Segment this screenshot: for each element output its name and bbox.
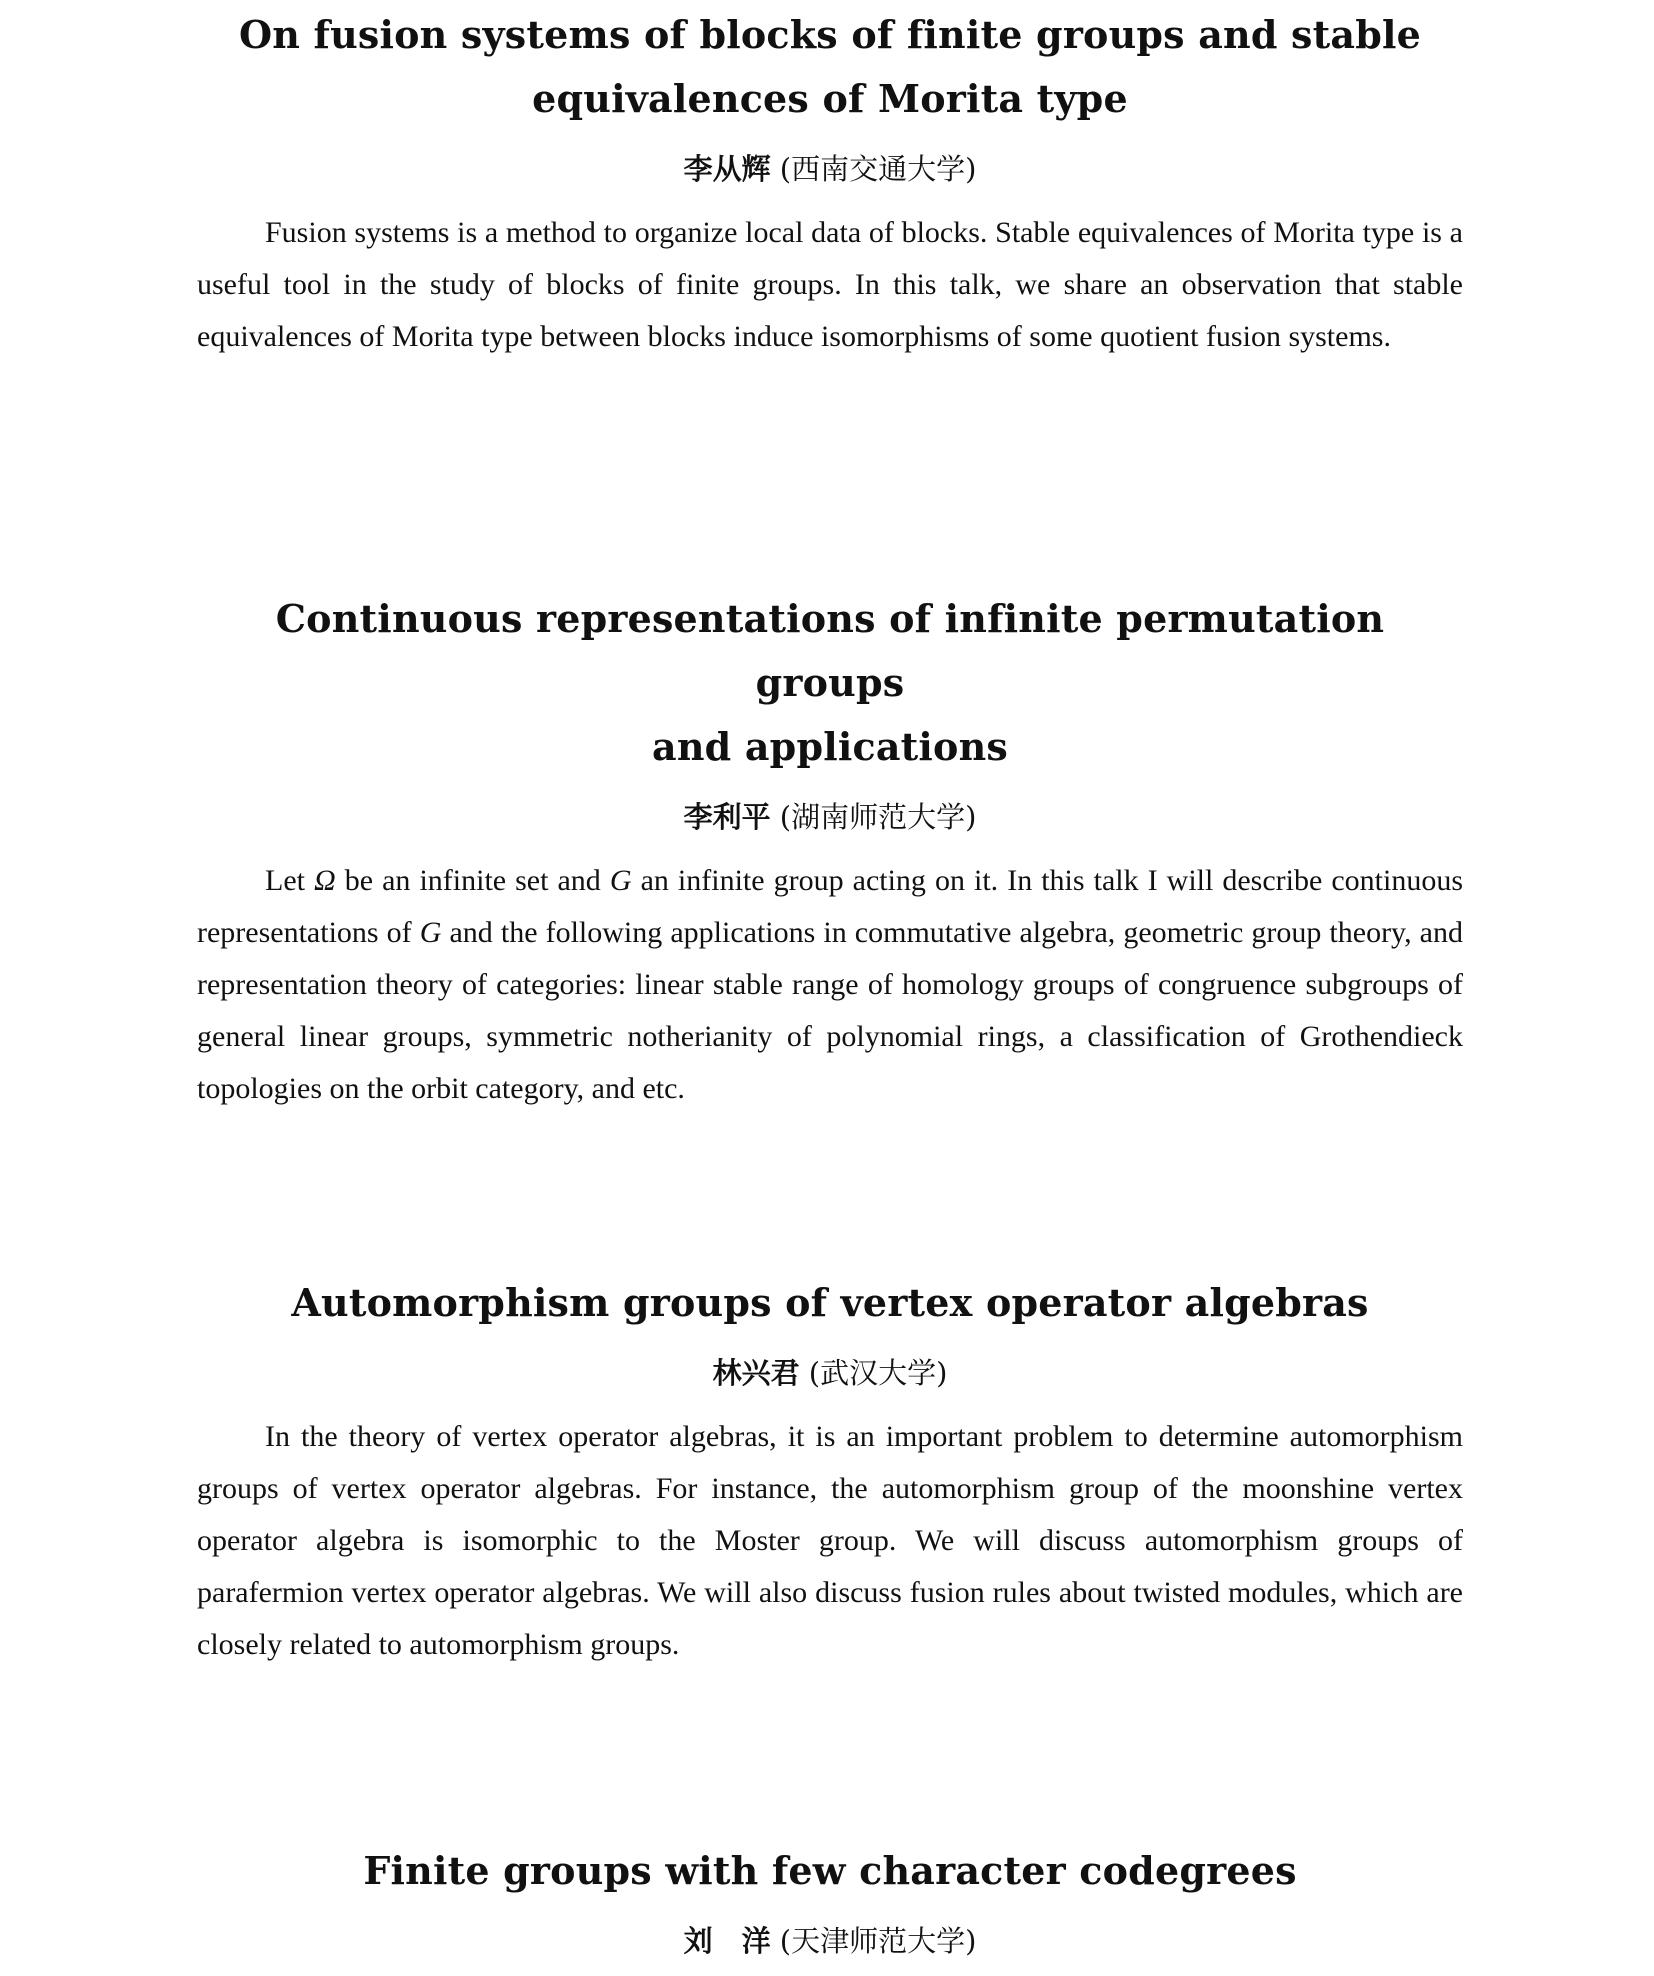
- talk-title: [197, 1839, 1463, 1903]
- speaker-name: 刘 洋: [683, 1924, 771, 1958]
- speaker-name: 李从辉: [683, 152, 771, 186]
- talk-speaker: [197, 1917, 1463, 1965]
- talk-2: [197, 587, 1463, 1115]
- speaker-name: 林兴君: [712, 1356, 800, 1390]
- talk-title: [197, 587, 1463, 779]
- talk-title: [197, 1271, 1463, 1335]
- speaker-affiliation: (武汉大学): [808, 1356, 948, 1390]
- math-omega: Ω: [314, 864, 336, 897]
- talk-title-line-2: equivalences of Morita type: [532, 76, 1128, 121]
- math-g: G: [609, 864, 632, 897]
- speaker-affiliation: (西南交通大学): [779, 152, 977, 186]
- talk-title-line-1: Finite groups with few character codegrees: [363, 1848, 1297, 1893]
- talk-title-line-1: On fusion systems of blocks of finite groups and stable: [238, 12, 1422, 57]
- abstract-text: Let: [265, 864, 315, 897]
- talk-speaker: [197, 793, 1463, 841]
- abstract-text: be an infinite set and: [335, 864, 610, 897]
- abstract-text: an infinite group acting on it. In this talk I will describe continuous representations of: [197, 864, 1463, 949]
- talk-abstract: Fusion systems is a method to organize local data of blocks. Stable equivalences of Morita type is a useful tool in the study of blocks of finite groups. In this talk, we share an observation that stable equivalences of Morita type between blocks induce isomorphisms of some quotient fusion systems.: [197, 216, 1463, 353]
- talk-abstract: [197, 855, 1463, 1115]
- math-g: G: [419, 916, 442, 949]
- talk-abstract: In the theory of vertex operator algebras, it is an important problem to determine automorphism groups of vertex operator algebras. For instance, the automorphism group of the moonshine vertex operator algebra is isomorphic to the Moster group. We will discuss automorphism groups of parafermion vertex operator algebras. We will also discuss fusion rules about twisted modules, which are closely related to automorphism groups.: [197, 1420, 1463, 1661]
- talk-title: [197, 3, 1463, 131]
- speaker-affiliation: (湖南师范大学): [779, 800, 977, 834]
- speaker-name: 李利平: [683, 800, 771, 834]
- talk-title-line-1: Automorphism groups of vertex operator algebras: [291, 1280, 1369, 1325]
- talk-1: [197, 3, 1463, 363]
- talk-title-line-2: and applications: [652, 724, 1008, 769]
- talk-title-line-1: Continuous representations of infinite permutation groups: [275, 596, 1385, 705]
- speaker-affiliation: (天津师范大学): [779, 1924, 977, 1958]
- talk-4: [197, 1839, 1463, 1965]
- talk-3: [197, 1271, 1463, 1671]
- talk-speaker: [197, 1349, 1463, 1397]
- talk-speaker: [197, 145, 1463, 193]
- abstract-text: and the following applications in commutative algebra, geometric group theory, and representation theory of categories: linear stable range of homology groups of congruence subgroups of general linear groups, symmetric notherianity of polynomial rings, a classification of Grothendieck topologies on the orbit category, and etc.: [197, 916, 1463, 1105]
